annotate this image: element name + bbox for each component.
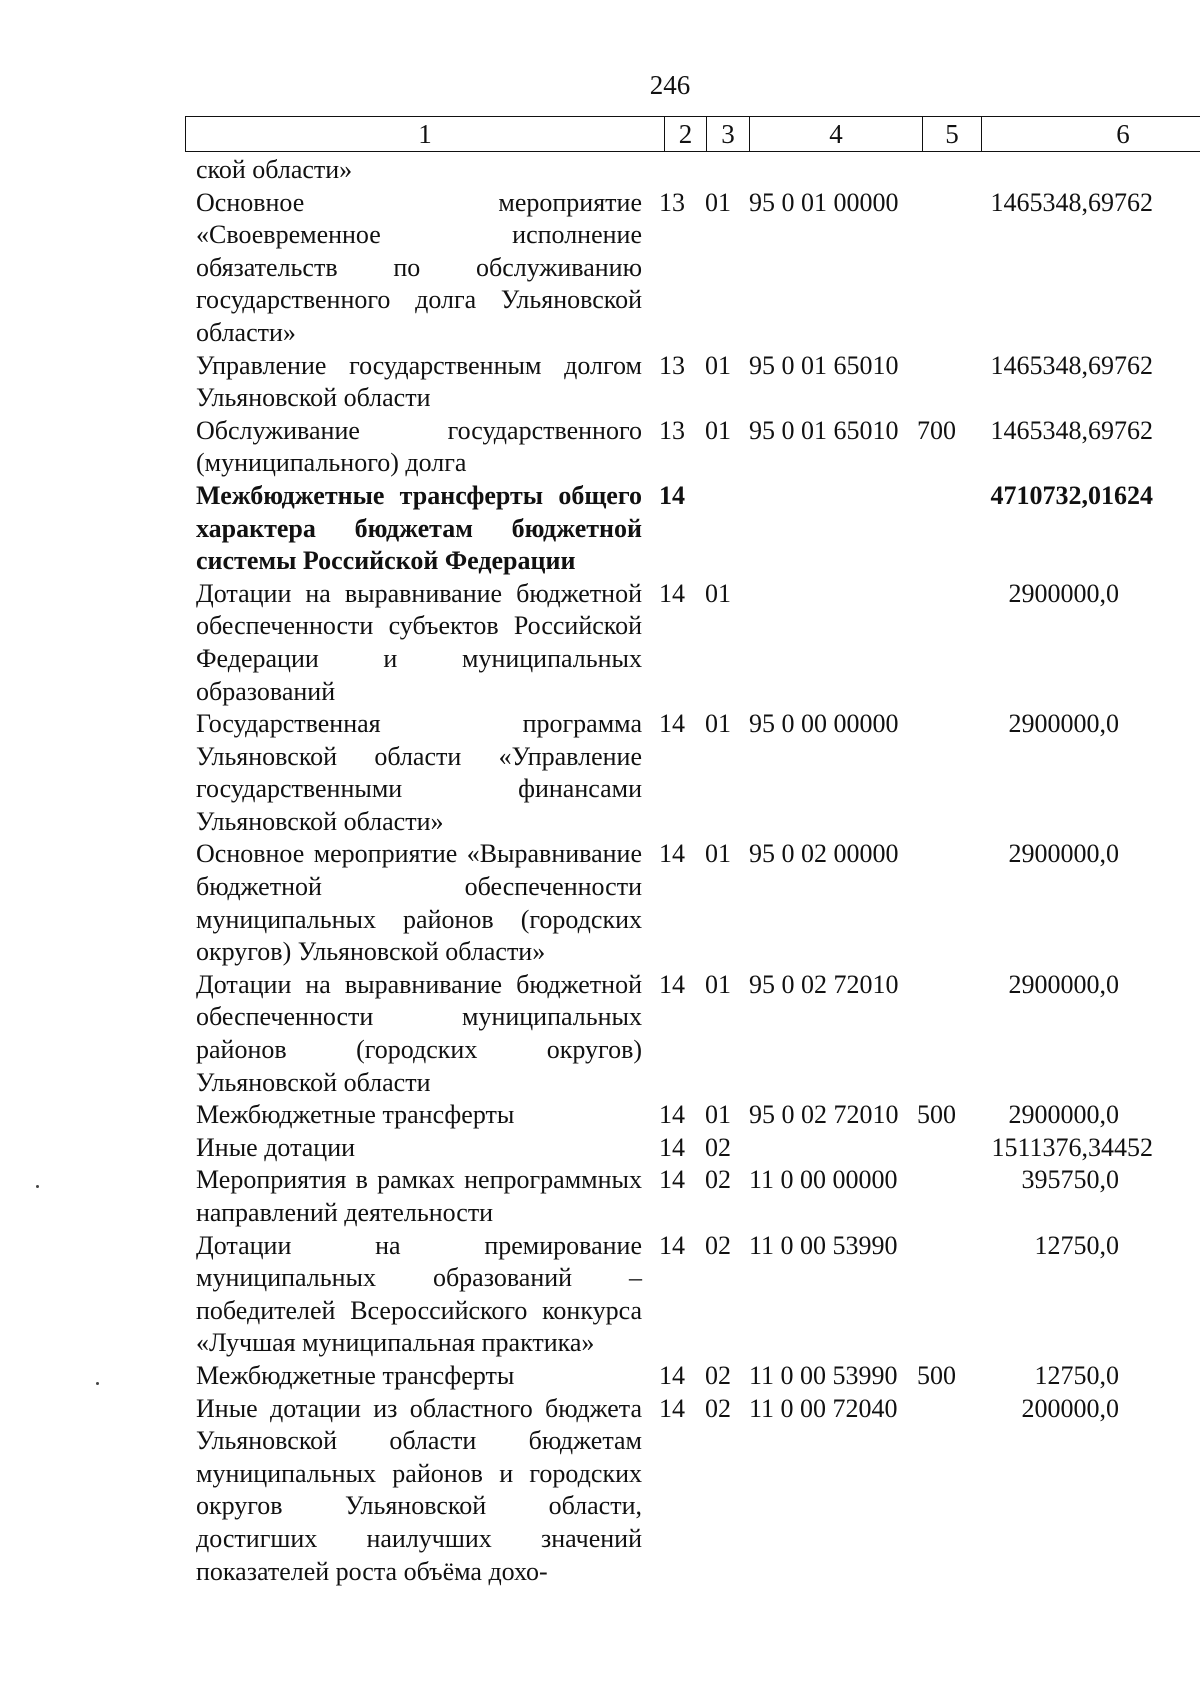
row-subsection: 01	[705, 578, 731, 608]
row-amount: 2900000,0	[1008, 839, 1119, 869]
row-subsection: 02	[705, 1165, 731, 1195]
row-target-article: 11 0 00 53990	[749, 1230, 898, 1260]
row-subsection: 02	[705, 1230, 731, 1260]
row-section: 14	[659, 480, 685, 510]
row-subsection: 01	[705, 187, 731, 217]
header-col-3: 3	[707, 117, 750, 151]
row-amount: 2900000,0	[1008, 969, 1119, 999]
table-row	[0, 154, 1200, 187]
scan-speck	[96, 1382, 99, 1385]
table-row	[0, 969, 1200, 1099]
row-amount: 2900000,0	[1008, 1100, 1119, 1130]
row-expense-type: 500	[917, 1100, 956, 1130]
row-section: 14	[659, 709, 685, 739]
row-name: Межбюджетные трансферты	[196, 1360, 515, 1390]
table-row	[0, 1230, 1200, 1360]
row-amount: 12750,0	[1034, 1230, 1119, 1260]
table-header	[185, 116, 1200, 152]
row-name: Дотации на выравнивание бюджетной обеспеченности субъектов Российской Федерации и муниципальных образований	[196, 578, 642, 706]
row-name: Межбюджетные трансферты	[196, 1100, 515, 1130]
row-subsection: 01	[705, 350, 731, 380]
row-section: 14	[659, 1393, 685, 1423]
row-name: ской области»	[196, 155, 353, 184]
row-section: 13	[659, 350, 685, 380]
row-target-article: 95 0 02 72010	[749, 1100, 899, 1130]
row-amount: 200000,0	[1021, 1393, 1119, 1423]
row-name: Основное мероприятие «Выравнивание бюджетной обеспеченности муниципальных районов (городских округов) Ульяновской области»	[196, 839, 642, 967]
row-amount: 12750,0	[1034, 1360, 1119, 1390]
row-section: 14	[659, 1360, 685, 1390]
row-expense-type: 500	[917, 1360, 956, 1390]
row-subsection: 02	[705, 1360, 731, 1390]
row-section: 14	[659, 1100, 685, 1130]
row-target-article: 95 0 00 00000	[749, 709, 899, 739]
row-subsection: 01	[705, 709, 731, 739]
row-amount: 1465348,69762	[990, 187, 1153, 217]
row-name: Основное мероприятие «Своевременное исполнение обязательств по обслуживанию государственного долга Ульяновской области»	[196, 187, 642, 347]
row-name: Межбюджетные трансферты общего характера бюджетам бюджетной системы Российской Федерации	[196, 480, 642, 576]
row-name: Дотации на выравнивание бюджетной обеспеченности муниципальных районов (городских округов) Ульяновской области	[196, 969, 642, 1097]
header-col-1: 1	[186, 117, 665, 151]
table-row	[0, 1393, 1200, 1589]
row-name: Иные дотации из областного бюджета Ульяновской области бюджетам муниципальных районов и городских округов Ульяновской области, достигших наилучших значений показателей роста объёма дохо-	[196, 1393, 642, 1586]
header-col-5: 5	[923, 117, 982, 151]
row-amount: 2900000,0	[1008, 709, 1119, 739]
table-row	[0, 415, 1200, 480]
row-target-article: 11 0 00 00000	[749, 1165, 898, 1195]
row-target-article: 95 0 02 00000	[749, 839, 899, 869]
row-section: 14	[659, 578, 685, 608]
header-col-6: 6	[1116, 119, 1130, 149]
header-col-4: 4	[750, 117, 923, 151]
row-subsection: 02	[705, 1393, 731, 1423]
row-section: 14	[659, 1230, 685, 1260]
page-number: 246	[649, 70, 691, 100]
row-target-article: 95 0 02 72010	[749, 969, 899, 999]
row-amount: 395750,0	[1021, 1165, 1119, 1195]
row-expense-type: 700	[917, 415, 956, 445]
row-amount: 4710732,01624	[990, 480, 1153, 510]
table-row	[0, 578, 1200, 708]
row-amount: 1465348,69762	[990, 350, 1153, 380]
row-name: Мероприятия в рамках непрограммных направлений деятельности	[196, 1165, 642, 1227]
table-row	[0, 187, 1200, 350]
table-row	[0, 1360, 1200, 1393]
table-body	[0, 154, 1200, 1588]
row-name: Управление государственным долгом Ульяновской области	[196, 350, 642, 413]
header-col-2: 2	[665, 117, 707, 151]
row-target-article: 95 0 01 65010	[749, 415, 899, 445]
row-amount: 1465348,69762	[990, 415, 1153, 445]
row-section: 14	[659, 1132, 685, 1162]
table-row	[0, 708, 1200, 838]
row-target-article: 11 0 00 72040	[749, 1393, 898, 1423]
row-subsection: 01	[705, 969, 731, 999]
row-amount: 1511376,34452	[991, 1132, 1153, 1162]
table-row	[0, 480, 1200, 578]
row-subsection: 02	[705, 1132, 731, 1162]
row-name: Дотации на премирование муниципальных образований – победителей Всероссийского конкурса «Лучшая муниципальная практика»	[196, 1230, 642, 1358]
row-section: 14	[659, 839, 685, 869]
table-row	[0, 1164, 1200, 1229]
row-subsection: 01	[705, 839, 731, 869]
table-row	[0, 1132, 1200, 1165]
row-target-article: 95 0 01 00000	[749, 187, 899, 217]
table-row	[0, 838, 1200, 968]
row-subsection: 01	[705, 415, 731, 445]
row-section: 13	[659, 187, 685, 217]
row-name: Государственная программа Ульяновской области «Управление государственными финансами Ульяновской области»	[196, 709, 642, 836]
row-section: 13	[659, 415, 685, 445]
row-target-article: 95 0 01 65010	[749, 350, 899, 380]
table-row	[0, 350, 1200, 415]
row-amount: 2900000,0	[1008, 578, 1119, 608]
row-target-article: 11 0 00 53990	[749, 1360, 898, 1390]
table-row	[0, 1099, 1200, 1132]
row-subsection: 01	[705, 1100, 731, 1130]
row-section: 14	[659, 1165, 685, 1195]
row-name: Иные дотации	[196, 1132, 356, 1162]
row-name: Обслуживание государственного (муниципального) долга	[196, 415, 642, 478]
scan-speck	[36, 1185, 39, 1188]
row-section: 14	[659, 969, 685, 999]
